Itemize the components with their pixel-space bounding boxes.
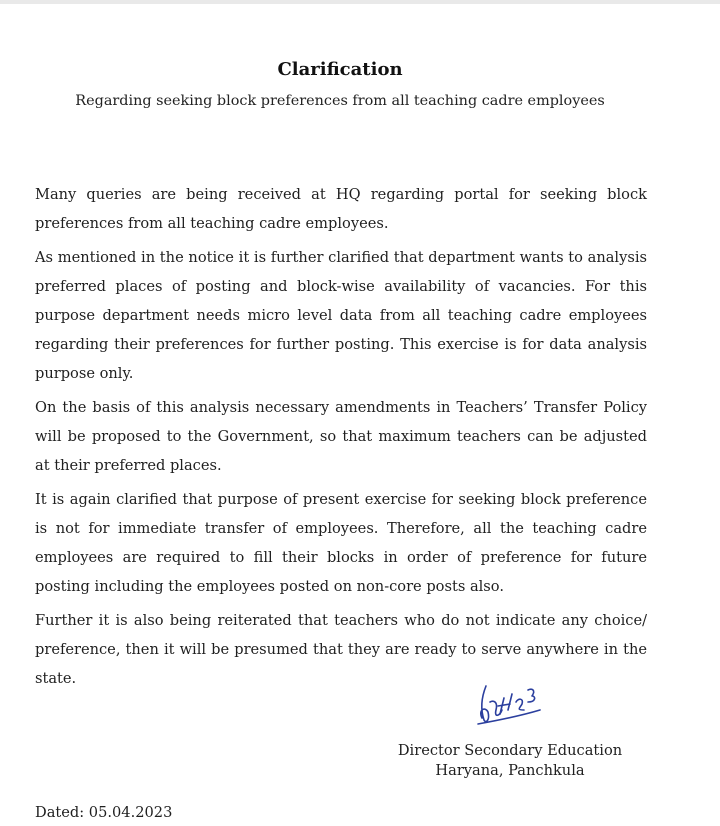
paragraph-4: It is again clarified that purpose of present exercise for seeking block preference is not for immediate transfer of employees. Therefore, all the teaching cadre employees are required to fill their blocks in order of preference for future posting including the employees posted on non-core posts also. xyxy=(35,491,647,595)
signatory-office: Haryana, Panchkula xyxy=(435,762,585,779)
document-title: Clarification xyxy=(277,59,403,80)
paragraph-3: On the basis of this analysis necessary amendments in Teachers’ Transfer Policy will be proposed to the Government, so that maximum teachers can be adjusted at their preferred places. xyxy=(35,399,647,474)
document-subtitle: Regarding seeking block preferences from all teaching cadre employees xyxy=(75,93,605,109)
handwritten-signature xyxy=(470,680,560,730)
paragraph-5: Further it is also being reiterated that teachers who do not indicate any choice/ preference, then it will be presumed that they are ready to serve anywhere in the state. xyxy=(35,612,647,687)
document-body xyxy=(35,180,647,698)
top-border xyxy=(0,0,720,4)
signature-block xyxy=(380,741,640,781)
document-date: Dated: 05.04.2023 xyxy=(35,804,173,821)
paragraph-2: As mentioned in the notice it is further clarified that department wants to analysis preferred places of posting and block-wise availability of vacancies. For this purpose department needs micro level data from all teaching cadre employees regarding their preferences for further posting. This exercise is for data analysis purpose only. xyxy=(35,249,647,382)
signatory-designation: Director Secondary Education xyxy=(397,742,623,759)
paragraph-1: Many queries are being received at HQ regarding portal for seeking block preferences from all teaching cadre employees. xyxy=(35,186,647,232)
